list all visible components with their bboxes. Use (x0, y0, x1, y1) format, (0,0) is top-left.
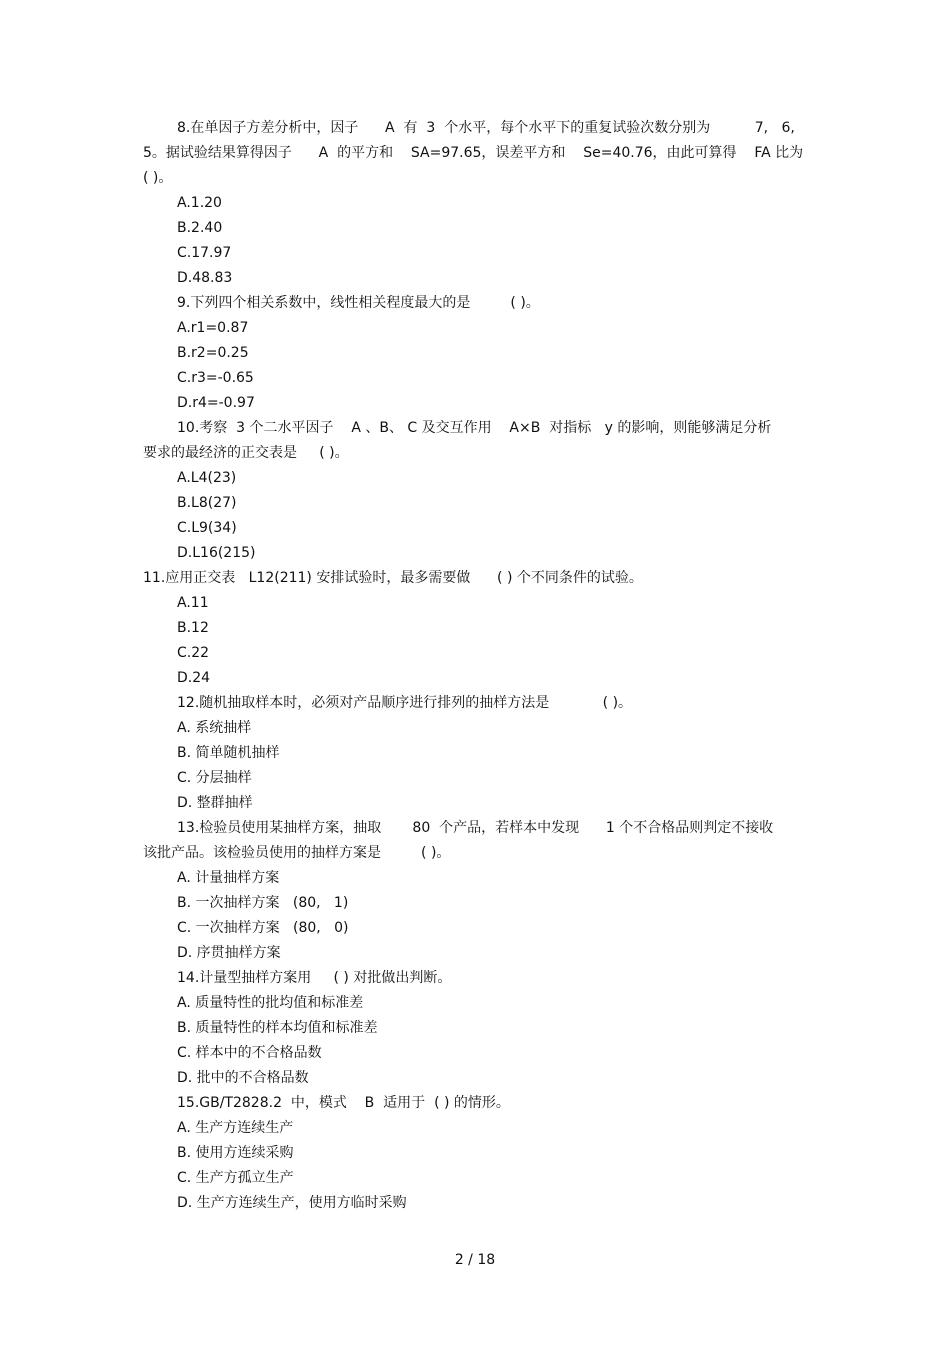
question-8-line-3: ( )。 (143, 170, 173, 186)
question-10-line-2: 要求的最经济的正交表是 ( )。 (143, 445, 349, 461)
option-text: A.1.20 (177, 195, 222, 211)
option-text: C.22 (177, 645, 210, 661)
option-text: A. 计量抽样方案 (177, 870, 280, 886)
option-text: A.r1=0.87 (177, 320, 249, 336)
question-11-line-1: 11.应用正交表 L12(211) 安排试验时，最多需要做 ( ) 个不同条件的试验。 (143, 570, 643, 586)
option-text: C. 一次抽样方案 (80, 0) (177, 920, 349, 936)
option-text: A. 系统抽样 (177, 720, 252, 736)
option-text: D.24 (177, 670, 211, 686)
option-text: D. 序贯抽样方案 (177, 945, 281, 961)
option-text: B. 使用方连续采购 (177, 1145, 294, 1161)
question-8-line-1: 8.在单因子方差分析中，因子 A 有 3 个水平，每个水平下的重复试验次数分别为 7, 6, (177, 120, 795, 136)
option-text: D.48.83 (177, 270, 233, 286)
option-text: A. 质量特性的批均值和标准差 (177, 995, 364, 1011)
option-text: C.17.97 (177, 245, 232, 261)
option-text: A. 生产方连续生产 (177, 1120, 294, 1136)
question-15-line-1: 15.GB/T2828.2 中，模式 B 适用于 ( ) 的情形。 (177, 1095, 510, 1111)
option-text: A.11 (177, 595, 209, 611)
option-text: C. 样本中的不合格品数 (177, 1045, 322, 1061)
question-list (143, 116, 808, 1216)
option-text: B. 简单随机抽样 (177, 745, 280, 761)
option-text: D.L16(215) (177, 545, 256, 561)
option-text: B. 一次抽样方案 (80, 1) (177, 895, 349, 911)
question-13-line-2: 该批产品。该检验员使用的抽样方案是 ( )。 (143, 845, 451, 861)
option-text: D. 生产方连续生产，使用方临时采购 (177, 1195, 407, 1211)
question-13-line-1: 13.检验员使用某抽样方案，抽取 80 个产品，若样本中发现 1 个不合格品则判定不接收 (177, 820, 774, 836)
option-text: B.12 (177, 620, 209, 636)
option-text: D. 整群抽样 (177, 795, 253, 811)
question-8-line-2: 5。据试验结果算得因子 A 的平方和 SA=97.65，误差平方和 Se=40.76，由此可算得 FA 比为 (143, 145, 804, 161)
option-text: C.r3=-0.65 (177, 370, 254, 386)
option-text: D. 批中的不合格品数 (177, 1070, 309, 1086)
option-text: C. 生产方孤立生产 (177, 1170, 294, 1186)
option-text: C. 分层抽样 (177, 770, 252, 786)
page-number: 2 / 18 (454, 1252, 496, 1268)
option-text: B.L8(27) (177, 495, 237, 511)
option-text: B. 质量特性的样本均值和标准差 (177, 1020, 378, 1036)
option-text: A.L4(23) (177, 470, 237, 486)
option-text: C.L9(34) (177, 520, 237, 536)
option-text: D.r4=-0.97 (177, 395, 255, 411)
option-text: B.2.40 (177, 220, 223, 236)
question-12-line-1: 12.随机抽取样本时，必须对产品顺序进行排列的抽样方法是 ( )。 (177, 695, 633, 711)
question-14-line-1: 14.计量型抽样方案用 ( ) 对批做出判断。 (177, 970, 452, 986)
option-text: B.r2=0.25 (177, 345, 249, 361)
question-9-line-1: 9.下列四个相关系数中，线性相关程度最大的是 ( )。 (177, 295, 540, 311)
question-10-line-1: 10.考察 3 个二水平因子 A 、B、 C 及交互作用 A×B 对指标 y 的影响，则能够满足分析 (177, 420, 772, 436)
